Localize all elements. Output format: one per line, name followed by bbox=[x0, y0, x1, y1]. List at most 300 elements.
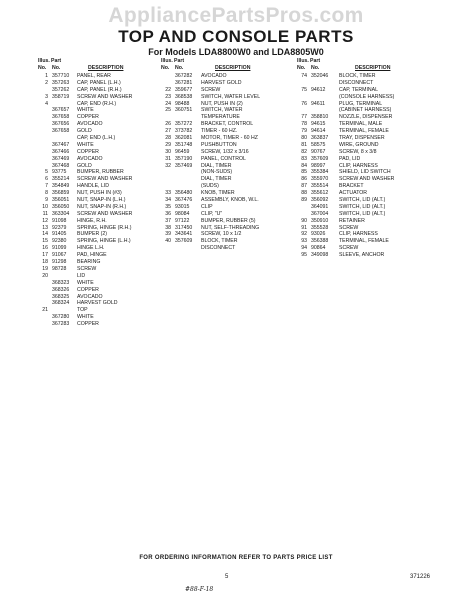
header-part: Part bbox=[310, 58, 321, 64]
parts-row bbox=[297, 149, 437, 156]
parts-row bbox=[38, 87, 153, 94]
parts-row bbox=[297, 238, 437, 245]
part-description: SCREW, 1/32 x 3/16 bbox=[201, 148, 249, 155]
part-number: 363304 bbox=[52, 210, 70, 217]
part-number: 94612 bbox=[311, 86, 326, 93]
part-description: PUSHBUTTON bbox=[201, 141, 237, 148]
illus-number: 75 bbox=[301, 86, 307, 93]
parts-row bbox=[297, 94, 437, 101]
illus-number: 26 bbox=[165, 121, 171, 128]
parts-row bbox=[38, 238, 153, 245]
column-header bbox=[297, 58, 437, 73]
illus-number: 17 bbox=[42, 252, 48, 259]
illus-number: 9 bbox=[45, 197, 48, 204]
parts-row bbox=[38, 183, 153, 190]
illus-number: 23 bbox=[165, 93, 171, 100]
part-number: 363837 bbox=[311, 135, 329, 142]
illus-number: 92 bbox=[301, 231, 307, 238]
parts-row bbox=[297, 87, 437, 94]
parts-row bbox=[38, 252, 153, 259]
illus-number: 4 bbox=[45, 100, 48, 107]
part-number: 367657 bbox=[52, 107, 70, 114]
parts-row bbox=[38, 273, 153, 280]
part-description: BEARING bbox=[77, 259, 101, 266]
illus-number: 74 bbox=[301, 73, 307, 79]
part-description: CAP, END (L.H.) bbox=[77, 135, 116, 142]
illus-number: 32 bbox=[165, 162, 171, 169]
part-description: KNOB, TIMER bbox=[201, 190, 235, 197]
parts-row bbox=[297, 80, 437, 87]
part-description: WHITE bbox=[77, 107, 94, 114]
parts-row bbox=[161, 107, 286, 114]
part-description: CAP, END (R.H.) bbox=[77, 100, 117, 107]
part-description: NUT, PUSH IN (2) bbox=[201, 100, 243, 107]
illus-number: 77 bbox=[301, 114, 307, 121]
part-description: BUMPER, RUBBER bbox=[77, 169, 124, 176]
parts-row bbox=[38, 266, 153, 273]
part-description: SCREW AND WASHER bbox=[77, 176, 133, 183]
illus-number: 76 bbox=[301, 100, 307, 107]
part-description: BLOCK, TIMER bbox=[339, 73, 376, 79]
illus-number: 33 bbox=[165, 190, 171, 197]
illus-number: 85 bbox=[301, 169, 307, 176]
parts-row bbox=[38, 218, 153, 225]
illus-number: 2 bbox=[45, 79, 48, 86]
part-number: 357262 bbox=[52, 86, 70, 93]
illus-number: 14 bbox=[42, 231, 48, 238]
illus-number: 10 bbox=[42, 203, 48, 210]
illus-number: 12 bbox=[42, 217, 48, 224]
parts-row bbox=[161, 211, 286, 218]
parts-row bbox=[297, 73, 437, 80]
part-number: 96459 bbox=[175, 148, 190, 155]
parts-row bbox=[297, 225, 437, 232]
parts-row bbox=[38, 197, 153, 204]
parts-row bbox=[161, 135, 286, 142]
part-number: 358810 bbox=[311, 114, 329, 121]
part-number: 368324 bbox=[52, 300, 70, 307]
parts-row bbox=[38, 307, 153, 314]
parts-row bbox=[297, 252, 437, 259]
part-description: AVOCADO bbox=[201, 73, 227, 79]
part-number: 92379 bbox=[52, 224, 67, 231]
illus-number: 6 bbox=[45, 176, 48, 183]
part-number: 356388 bbox=[311, 238, 329, 245]
part-description: PLUG, TERMINAL bbox=[339, 100, 383, 107]
parts-row bbox=[161, 149, 286, 156]
parts-row bbox=[161, 204, 286, 211]
part-number: 98997 bbox=[311, 162, 326, 169]
parts-row bbox=[38, 231, 153, 238]
parts-row bbox=[38, 169, 153, 176]
parts-row bbox=[161, 87, 286, 94]
illus-number: 20 bbox=[42, 272, 48, 279]
parts-row bbox=[161, 163, 286, 170]
parts-row bbox=[297, 176, 437, 183]
part-number: 357263 bbox=[52, 79, 70, 86]
parts-row bbox=[297, 156, 437, 163]
parts-row bbox=[38, 73, 153, 80]
part-number: 357609 bbox=[311, 155, 329, 162]
part-number: 367283 bbox=[52, 321, 70, 328]
illus-number: 86 bbox=[301, 176, 307, 183]
header-illus: Illus. bbox=[38, 58, 50, 64]
parts-row bbox=[161, 183, 286, 190]
part-description: MOTOR, TIMER - 60 HZ bbox=[201, 135, 258, 142]
part-number: 98084 bbox=[175, 210, 190, 217]
part-number: 94614 bbox=[311, 128, 326, 135]
part-description: BRACKET, CONTROL bbox=[201, 121, 254, 128]
part-number: 58575 bbox=[311, 141, 326, 148]
column-header bbox=[38, 58, 153, 73]
part-number: 92380 bbox=[52, 238, 67, 245]
illus-number: 22 bbox=[165, 86, 171, 93]
part-number: 357609 bbox=[175, 238, 193, 245]
part-description: CLIP, HARNESS bbox=[339, 162, 378, 169]
part-description: NUT, SNAP-IN (R.H.) bbox=[77, 203, 127, 210]
part-description: WHITE bbox=[77, 279, 94, 286]
part-description: WHITE bbox=[77, 141, 94, 148]
part-number: 349098 bbox=[311, 252, 329, 259]
part-description: DIAL, TIMER bbox=[201, 176, 232, 183]
parts-row bbox=[161, 142, 286, 149]
illus-number: 78 bbox=[301, 121, 307, 128]
parts-row bbox=[38, 80, 153, 87]
part-description: COPPER bbox=[77, 321, 99, 328]
part-description: COPPER bbox=[77, 286, 99, 293]
part-description: WHITE bbox=[77, 314, 94, 321]
parts-row bbox=[297, 101, 437, 108]
part-description: SCREW AND WASHER bbox=[77, 210, 133, 217]
illus-number: 39 bbox=[165, 231, 171, 238]
part-number: 357190 bbox=[175, 155, 193, 162]
part-description: GOLD bbox=[77, 162, 92, 169]
parts-row bbox=[38, 128, 153, 135]
handwritten-stamp: #88-F-18 bbox=[185, 586, 214, 593]
illus-number: 90 bbox=[301, 217, 307, 224]
illus-number: 84 bbox=[301, 162, 307, 169]
illus-number: 83 bbox=[301, 155, 307, 162]
part-description: PAD, LID bbox=[339, 155, 361, 162]
header-description: DESCRIPTION bbox=[355, 65, 391, 71]
parts-row bbox=[38, 114, 153, 121]
parts-row bbox=[38, 314, 153, 321]
part-description: COPPER bbox=[77, 114, 99, 121]
part-number: 355514 bbox=[311, 183, 329, 190]
header-no: No. bbox=[38, 65, 47, 71]
part-description: HARVEST GOLD bbox=[77, 300, 118, 307]
illus-number: 91 bbox=[301, 224, 307, 231]
illus-number: 3 bbox=[45, 93, 48, 100]
part-description: DISCONNECT bbox=[201, 245, 236, 252]
parts-row bbox=[161, 114, 286, 121]
parts-row bbox=[161, 80, 286, 87]
parts-row bbox=[297, 211, 437, 218]
part-number: 367466 bbox=[52, 148, 70, 155]
part-number: 358719 bbox=[52, 93, 70, 100]
part-description: CLIP, HARNESS bbox=[339, 231, 378, 238]
part-number: 357272 bbox=[175, 121, 193, 128]
part-description: NOZZLE, DISPENSER bbox=[339, 114, 393, 121]
part-number: 343641 bbox=[175, 231, 193, 238]
parts-row bbox=[38, 121, 153, 128]
part-number: 94611 bbox=[311, 100, 326, 107]
parts-row bbox=[38, 225, 153, 232]
part-description: (NON-SUDS) bbox=[201, 169, 233, 176]
part-description: DISCONNECT bbox=[339, 79, 374, 86]
part-description: (CABINET HARNESS) bbox=[339, 107, 392, 114]
parts-row bbox=[297, 169, 437, 176]
parts-row bbox=[161, 169, 286, 176]
part-description: SCREW bbox=[201, 86, 221, 93]
part-number: 367467 bbox=[52, 141, 70, 148]
part-number: 98488 bbox=[175, 100, 190, 107]
part-number: 368323 bbox=[52, 279, 70, 286]
part-number: 91405 bbox=[52, 231, 67, 238]
illus-number: 81 bbox=[301, 141, 307, 148]
illus-number: 25 bbox=[165, 107, 171, 114]
illus-number: 18 bbox=[42, 259, 48, 266]
part-description: SCREW AND WASHER bbox=[339, 176, 395, 183]
illus-number: 94 bbox=[301, 245, 307, 252]
header-no: No. bbox=[161, 65, 170, 71]
illus-number: 79 bbox=[301, 128, 307, 135]
parts-row bbox=[38, 259, 153, 266]
illus-number: 13 bbox=[42, 224, 48, 231]
part-number: 354849 bbox=[52, 183, 70, 190]
site-watermark: AppliancePartsPros.com bbox=[108, 4, 364, 27]
illus-number: 8 bbox=[45, 190, 48, 197]
part-number: 367656 bbox=[52, 121, 70, 128]
parts-rows bbox=[38, 73, 153, 328]
illus-number: 80 bbox=[301, 135, 307, 142]
part-description: DIAL, TIMER bbox=[201, 162, 232, 169]
header-no: No. bbox=[297, 65, 306, 71]
parts-column-2 bbox=[161, 58, 286, 252]
part-description: BRACKET bbox=[339, 183, 364, 190]
part-description: SWITCH, WATER bbox=[201, 107, 243, 114]
part-description: LID bbox=[77, 272, 86, 279]
illus-number: 82 bbox=[301, 148, 307, 155]
parts-row bbox=[38, 280, 153, 287]
part-description: SCREW AND WASHER bbox=[77, 93, 133, 100]
illus-number: 40 bbox=[165, 238, 171, 245]
illus-number: 29 bbox=[165, 141, 171, 148]
part-number: 355970 bbox=[311, 176, 329, 183]
part-number: 350910 bbox=[311, 217, 329, 224]
illus-number: 37 bbox=[165, 217, 171, 224]
page-number: 5 bbox=[225, 574, 229, 580]
parts-row bbox=[297, 218, 437, 225]
illus-number: 27 bbox=[165, 128, 171, 135]
part-description: PAD, HINGE bbox=[77, 252, 107, 259]
illus-number: 89 bbox=[301, 197, 307, 204]
part-number: 367281 bbox=[175, 79, 193, 86]
part-number: 98728 bbox=[52, 265, 67, 272]
parts-row bbox=[297, 163, 437, 170]
header-part-no: No. bbox=[175, 65, 184, 71]
part-description: CLIP bbox=[201, 203, 213, 210]
part-description: RETAINER bbox=[339, 217, 365, 224]
part-number: 356859 bbox=[52, 190, 70, 197]
parts-rows bbox=[161, 73, 286, 252]
part-description: SWITCH, LID (ALT.) bbox=[339, 210, 386, 217]
part-description: AVOCADO bbox=[77, 293, 103, 300]
part-number: 356480 bbox=[175, 190, 193, 197]
part-description: TERMINAL, FEMALE bbox=[339, 128, 389, 135]
part-description: CAP, PANEL (R.H.) bbox=[77, 86, 122, 93]
part-description: NUT, SELF-THREADING bbox=[201, 224, 260, 231]
parts-row bbox=[297, 142, 437, 149]
part-number: 97122 bbox=[175, 217, 190, 224]
part-description: BUMPER, RUBBER (5) bbox=[201, 217, 256, 224]
part-description: WIRE, GROUND bbox=[339, 141, 379, 148]
parts-row bbox=[161, 238, 286, 245]
part-description: TRAY, DISPENSER bbox=[339, 135, 385, 142]
part-number: 356050 bbox=[52, 203, 70, 210]
parts-row bbox=[161, 218, 286, 225]
illus-number: 87 bbox=[301, 183, 307, 190]
parts-row bbox=[297, 128, 437, 135]
illus-number: 95 bbox=[301, 252, 307, 259]
illus-number: 1 bbox=[45, 73, 48, 79]
part-description: CAP, TERMINAL bbox=[339, 86, 379, 93]
parts-row bbox=[297, 121, 437, 128]
parts-row bbox=[161, 176, 286, 183]
part-description: HARVEST GOLD bbox=[201, 79, 242, 86]
illus-number: 38 bbox=[165, 224, 171, 231]
part-description: SPRING, HINGE (R.H.) bbox=[77, 224, 132, 231]
parts-row bbox=[297, 135, 437, 142]
illus-number: 93 bbox=[301, 238, 307, 245]
part-description: SWITCH, LID (ALT.) bbox=[339, 203, 386, 210]
parts-rows bbox=[297, 73, 437, 259]
header-illus: Illus. bbox=[161, 58, 173, 64]
part-description: NUT, PUSH IN (#3) bbox=[77, 190, 122, 197]
illus-number: 5 bbox=[45, 169, 48, 176]
part-number: 359677 bbox=[175, 86, 193, 93]
parts-row bbox=[297, 197, 437, 204]
part-description: GOLD bbox=[77, 128, 92, 135]
parts-row bbox=[38, 300, 153, 307]
part-number: 93026 bbox=[311, 231, 326, 238]
parts-row bbox=[38, 156, 153, 163]
parts-row bbox=[38, 294, 153, 301]
part-number: 352046 bbox=[311, 73, 329, 79]
parts-column-1 bbox=[38, 58, 153, 328]
header-part-no: No. bbox=[52, 65, 61, 71]
part-description: CAP, PANEL (L.H.) bbox=[77, 79, 121, 86]
part-number: 317450 bbox=[175, 224, 193, 231]
header-illus: Illus. bbox=[297, 58, 309, 64]
part-description: CLIP, "U" bbox=[201, 210, 223, 217]
parts-row bbox=[297, 231, 437, 238]
part-number: 367282 bbox=[175, 73, 193, 79]
part-description: PANEL, REAR bbox=[77, 73, 111, 79]
illus-number: 28 bbox=[165, 135, 171, 142]
parts-row bbox=[297, 245, 437, 252]
part-description: ASSEMBLY, KNOB, W.L. bbox=[201, 197, 259, 204]
parts-row bbox=[161, 121, 286, 128]
part-number: 368326 bbox=[52, 286, 70, 293]
part-number: 364091 bbox=[311, 203, 329, 210]
part-description: PANEL, CONTROL bbox=[201, 155, 246, 162]
part-description: HANDLE, LID bbox=[77, 183, 109, 190]
part-description: SCREW bbox=[77, 265, 97, 272]
parts-row bbox=[38, 287, 153, 294]
parts-row bbox=[297, 107, 437, 114]
illus-number: 16 bbox=[42, 245, 48, 252]
header-part-no: No. bbox=[311, 65, 320, 71]
illus-number: 7 bbox=[45, 183, 48, 190]
part-number: 91298 bbox=[52, 259, 67, 266]
part-description: TIMER - 60 HZ. bbox=[201, 128, 238, 135]
parts-row bbox=[297, 183, 437, 190]
part-number: 93015 bbox=[175, 203, 190, 210]
illus-number: 36 bbox=[165, 210, 171, 217]
parts-row bbox=[161, 231, 286, 238]
part-description: TERMINAL, MALE bbox=[339, 121, 383, 128]
part-number: 355612 bbox=[311, 190, 329, 197]
part-number: 357710 bbox=[52, 73, 70, 79]
parts-row bbox=[161, 156, 286, 163]
parts-row bbox=[38, 176, 153, 183]
parts-row bbox=[38, 94, 153, 101]
part-description: HINGE, R.H. bbox=[77, 217, 107, 224]
part-number: 355214 bbox=[52, 176, 70, 183]
parts-row bbox=[38, 142, 153, 149]
illus-number: 34 bbox=[165, 197, 171, 204]
part-description: SCREW bbox=[339, 224, 359, 231]
parts-row bbox=[38, 135, 153, 142]
part-description: AVOCADO bbox=[77, 155, 103, 162]
part-number: 367004 bbox=[311, 210, 329, 217]
part-number: 360751 bbox=[175, 107, 193, 114]
page-title: TOP AND CONSOLE PARTS bbox=[118, 27, 354, 46]
part-description: (CONSOLE HARNESS) bbox=[339, 93, 395, 100]
parts-row bbox=[297, 114, 437, 121]
illus-number: 30 bbox=[165, 148, 171, 155]
parts-row bbox=[38, 211, 153, 218]
part-number: 367469 bbox=[52, 155, 70, 162]
part-number: 94615 bbox=[311, 121, 326, 128]
parts-row bbox=[38, 107, 153, 114]
header-part: Part bbox=[174, 58, 185, 64]
header-description: DESCRIPTION bbox=[215, 65, 251, 71]
parts-row bbox=[161, 73, 286, 80]
part-number: 362081 bbox=[175, 135, 193, 142]
part-number: 91067 bbox=[52, 252, 67, 259]
part-number: 351748 bbox=[175, 141, 193, 148]
part-number: 91099 bbox=[52, 245, 67, 252]
part-description: SCREW, 10 x 1/2 bbox=[201, 231, 242, 238]
part-number: 367476 bbox=[175, 197, 193, 204]
parts-row bbox=[161, 225, 286, 232]
part-description: SHIELD, LID SWITCH bbox=[339, 169, 391, 176]
part-number: 373782 bbox=[175, 128, 193, 135]
parts-row bbox=[161, 245, 286, 252]
part-description: SWITCH, WATER LEVEL bbox=[201, 93, 261, 100]
part-description: TEMPERATURE bbox=[201, 114, 240, 121]
part-number: 367658 bbox=[52, 114, 70, 121]
part-description: SPRING, HINGE (L.H.) bbox=[77, 238, 131, 245]
part-description: SWITCH, LID (ALT.) bbox=[339, 197, 386, 204]
part-number: 367468 bbox=[52, 162, 70, 169]
part-description: AVOCADO bbox=[77, 121, 103, 128]
part-description: TERMINAL, FEMALE bbox=[339, 238, 389, 245]
header-description: DESCRIPTION bbox=[88, 65, 124, 71]
header-part: Part bbox=[51, 58, 62, 64]
